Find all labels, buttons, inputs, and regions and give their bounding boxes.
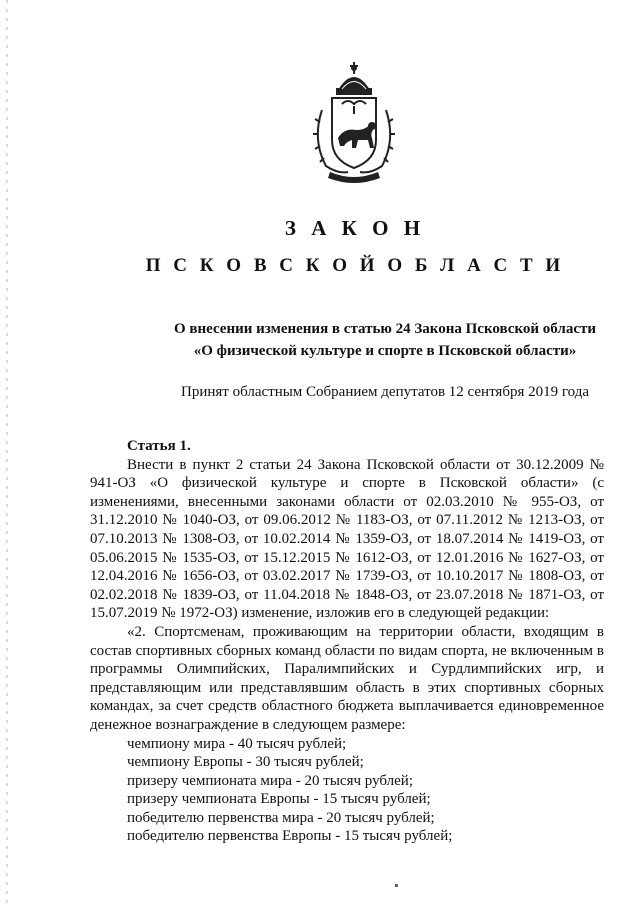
award-list-item: победителю первенства мира - 20 тысяч рублей;: [127, 809, 435, 826]
document-subtitle: П С К О В С К О Й О Б Л А С Т И: [145, 255, 565, 276]
award-list-item: чемпиону мира - 40 тысяч рублей;: [127, 735, 347, 752]
award-list-item: призеру чемпионата Европы - 15 тысяч рублей;: [127, 791, 431, 808]
article-title: Статья 1.: [127, 438, 191, 454]
scan-speck: [395, 884, 398, 887]
law-heading-line1: О внесении изменения в статью 24 Закона Псковской области: [173, 321, 597, 337]
scan-edge: [6, 0, 8, 905]
article-paragraph: Внести в пункт 2 статьи 24 Закона Псковской области от 30.12.2009 № 941-ОЗ «О физической культуре и спорте в Псковской области» (с изменениями, внесенными законами области от 02.03.2010 № 955-ОЗ, от 31.12.2010 № 1040-ОЗ, от 09.06.2012 № 1183-ОЗ, от 07.11.2012 № 1213-ОЗ, от 07.10.2013 № 1308-ОЗ, от 10.02.2014 № 1359-ОЗ, от 18.07.2014 № 1419-ОЗ, от 05.06.2015 № 1535-ОЗ, от 15.12.2015 № 1612-ОЗ, от 12.01.2016 № 1627-ОЗ, от 12.04.2016 № 1656-ОЗ, от 03.02.2017 № 1739-ОЗ, от 10.10.2017 № 1808-ОЗ, от 02.02.2018 № 1839-ОЗ, от 11.04.2018 № 1848-ОЗ, от 23.07.2018 № 1871-ОЗ, от 15.07.2019 № 1972-ОЗ) изменение, изложив его в следующей редакции:: [90, 456, 604, 622]
document-title: З А К О Н: [284, 216, 426, 240]
award-list-item: победителю первенства Европы - 15 тысяч рублей;: [127, 828, 453, 845]
point-2-paragraph: «2. Спортсменам, проживающим на территории области, входящим в состав спортивных сборных команд области по видам спорта, не включенным в программы Олимпийских, Паралимпийских и Сурдлимпийских игр, и представляющим или представлявшим область в этих спортивных сборных командах, за счет средств областного бюджета выплачивается единовременное денежное вознаграждение в следующем размере:: [90, 623, 604, 733]
law-heading-line2: «О физической культуре и спорте в Псковской области»: [193, 343, 577, 359]
coat-of-arms-icon: [308, 60, 400, 186]
award-list-item: чемпиону Европы - 30 тысяч рублей;: [127, 754, 364, 771]
law-heading: [60, 318, 640, 362]
document-body: [90, 437, 604, 846]
award-list-item: призеру чемпионата мира - 20 тысяч рублей;: [127, 772, 413, 789]
adoption-line: Принят областным Собранием депутатов 12 сентября 2019 года: [180, 384, 590, 400]
